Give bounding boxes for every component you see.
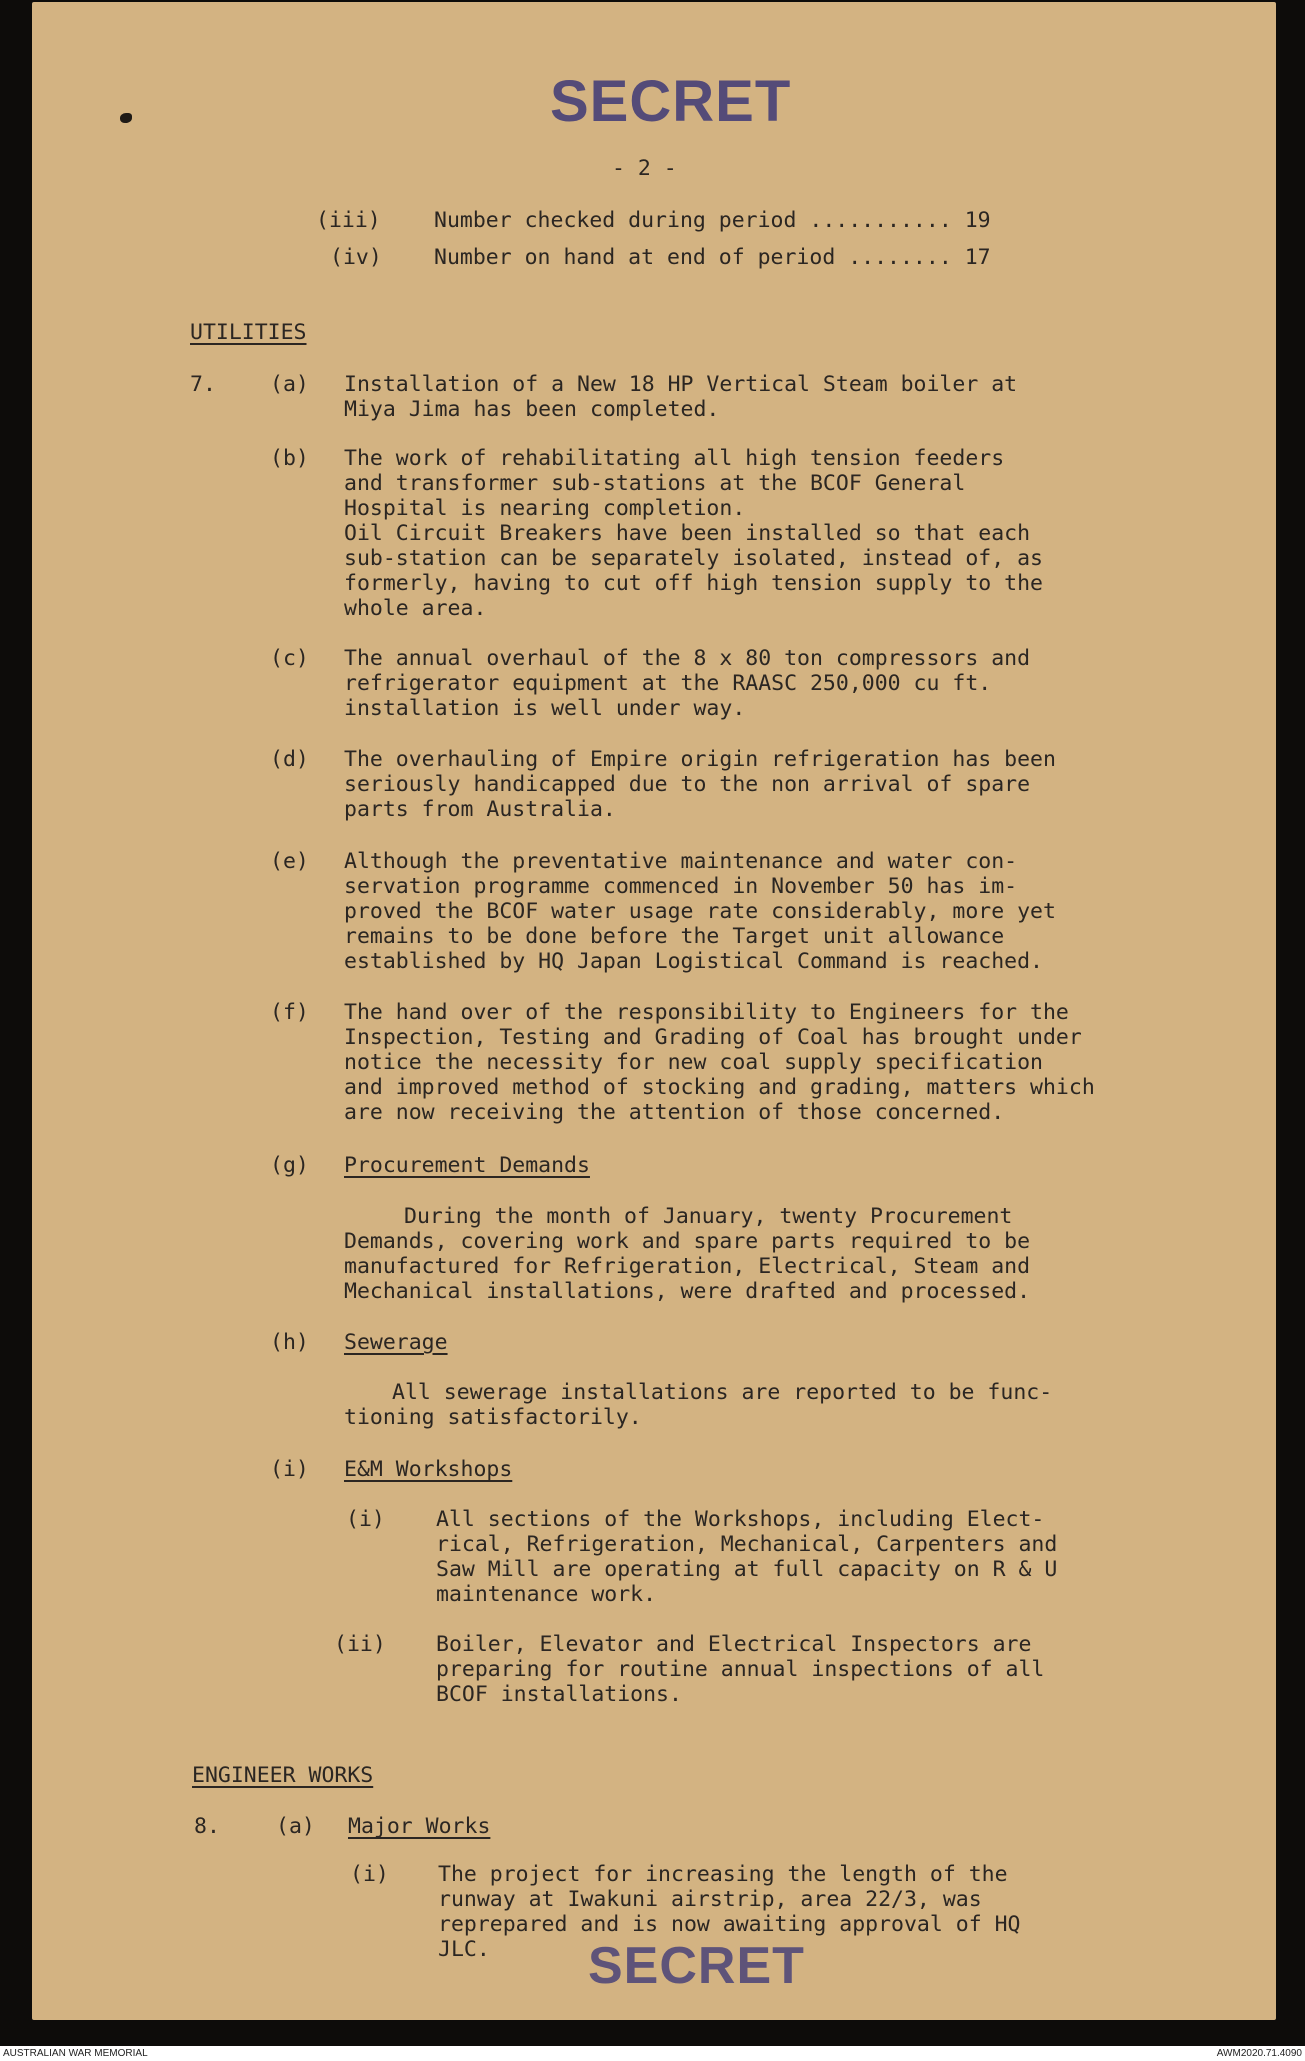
item-f-line-1: The hand over of the responsibility to Engineers for the	[344, 1000, 1069, 1025]
item-i-sub-1-line-2: rical, Refrigeration, Mechanical, Carpenters and	[436, 1532, 1058, 1557]
item-b-line-3: Hospital is nearing completion.	[344, 496, 746, 521]
item-c-line-1: The annual overhaul of the 8 x 80 ton compressors and	[344, 646, 1031, 671]
item-f-line-5: are now receiving the attention of those concerned.	[344, 1100, 1005, 1125]
item-e-line-3: proved the BCOF water usage rate considerably, more yet	[344, 899, 1056, 924]
item-c-line-2: refrigerator equipment at the RAASC 250,000 cu ft.	[344, 671, 992, 696]
item-8a-heading: Major Works	[348, 1814, 491, 1839]
item-i-heading: E&M Workshops	[344, 1457, 513, 1482]
item-f-line-2: Inspection, Testing and Grading of Coal has brought under	[344, 1025, 1082, 1050]
count-iii-text: Number checked during period ........... 19	[434, 208, 991, 233]
item-g-line-3: manufactured for Refrigeration, Electrical, Steam and	[344, 1254, 1031, 1279]
item-i-sub-1-line-3: Saw Mill are operating at full capacity on R & U	[436, 1557, 1058, 1582]
item-i-label: (i)	[270, 1457, 309, 1482]
item-d-line-1: The overhauling of Empire origin refrigeration has been	[344, 747, 1056, 772]
item-8a-line-2: runway at Iwakuni airstrip, area 22/3, was	[438, 1887, 982, 1912]
item-d-label: (d)	[270, 747, 309, 772]
item-h-label: (h)	[270, 1330, 309, 1355]
item-h-line-1: All sewerage installations are reported to be func-	[392, 1380, 1053, 1405]
item-8a-line-1: The project for increasing the length of the	[438, 1862, 1008, 1887]
item-a-line-2: Miya Jima has been completed.	[344, 397, 720, 422]
item-e-line-1: Although the preventative maintenance and water con-	[344, 849, 1018, 874]
item-c-label: (c)	[270, 646, 309, 671]
item-d-line-3: parts from Australia.	[344, 797, 616, 822]
item-i-sub-2-line-3: BCOF installations.	[436, 1682, 682, 1707]
para-7-number: 7.	[190, 372, 216, 397]
item-b-line-6: formerly, having to cut off high tension supply to the	[344, 571, 1043, 596]
item-a-line-1: Installation of a New 18 HP Vertical Steam boiler at	[344, 372, 1018, 397]
secret-stamp-bottom: SECRET	[588, 1937, 805, 1995]
item-8a-label: (a)	[276, 1814, 315, 1839]
item-h-heading: Sewerage	[344, 1330, 448, 1355]
count-iv-text: Number on hand at end of period ........ 17	[434, 245, 991, 270]
item-b-label: (b)	[270, 446, 309, 471]
footer-institution: AUSTRALIAN WAR MEMORIAL	[3, 2048, 148, 2059]
item-f-line-4: and improved method of stocking and grading, matters which	[344, 1075, 1095, 1100]
item-8a-sub-label: (i)	[350, 1862, 389, 1887]
item-8a-line-4: JLC.	[438, 1937, 490, 1962]
item-g-line-2: Demands, covering work and spare parts required to be	[344, 1229, 1031, 1254]
item-i-sub-2-line-2: preparing for routine annual inspections of all	[436, 1657, 1045, 1682]
item-f-label: (f)	[270, 1000, 309, 1025]
para-8-number: 8.	[194, 1814, 220, 1839]
item-c-line-3: installation is well under way.	[344, 696, 746, 721]
item-i-sub-2-line-1: Boiler, Elevator and Electrical Inspectors are	[436, 1632, 1032, 1657]
item-b-line-7: whole area.	[344, 596, 487, 621]
item-h-line-2: tioning satisfactorily.	[344, 1405, 642, 1430]
item-e-line-2: servation programme commenced in November 50 has im-	[344, 874, 1018, 899]
ink-blot	[120, 113, 132, 123]
item-e-line-5: established by HQ Japan Logistical Command is reached.	[344, 949, 1043, 974]
count-iii-number: (iii)	[316, 208, 381, 233]
item-d-line-2: seriously handicapped due to the non arrival of spare	[344, 772, 1031, 797]
page-number: - 2 -	[612, 156, 677, 181]
utilities-heading: UTILITIES	[190, 320, 307, 345]
engineer-works-heading: ENGINEER WORKS	[192, 1763, 374, 1788]
item-b-line-1: The work of rehabilitating all high tension feeders	[344, 446, 1005, 471]
secret-stamp-top: SECRET	[550, 69, 792, 134]
item-i-sub-1-line-1: All sections of the Workshops, including Elect-	[436, 1507, 1045, 1532]
item-i-sub-1-line-4: maintenance work.	[436, 1582, 657, 1607]
item-f-line-3: notice the necessity for new coal supply specification	[344, 1050, 1043, 1075]
item-i-sub-2-label: (ii)	[334, 1632, 386, 1657]
item-e-line-4: remains to be done before the Target unit allowance	[344, 924, 1005, 949]
item-g-heading: Procurement Demands	[344, 1153, 590, 1178]
count-iv-number: (iv)	[330, 245, 382, 270]
item-g-label: (g)	[270, 1153, 309, 1178]
item-g-line-1: During the month of January, twenty Procurement	[404, 1204, 1013, 1229]
item-i-sub-1-label: (i)	[346, 1507, 385, 1532]
archive-footer	[0, 2046, 1305, 2061]
item-e-label: (e)	[270, 849, 309, 874]
item-b-line-4: Oil Circuit Breakers have been installed so that each	[344, 521, 1031, 546]
footer-catalogue-id: AWM2020.71.4090	[1216, 2048, 1302, 2059]
item-b-line-2: and transformer sub-stations at the BCOF General	[344, 471, 966, 496]
item-b-line-5: sub-station can be separately isolated, instead of, as	[344, 546, 1043, 571]
item-8a-line-3: reprepared and is now awaiting approval of HQ	[438, 1912, 1021, 1937]
item-a-label: (a)	[270, 372, 309, 397]
item-g-line-4: Mechanical installations, were drafted and processed.	[344, 1279, 1031, 1304]
